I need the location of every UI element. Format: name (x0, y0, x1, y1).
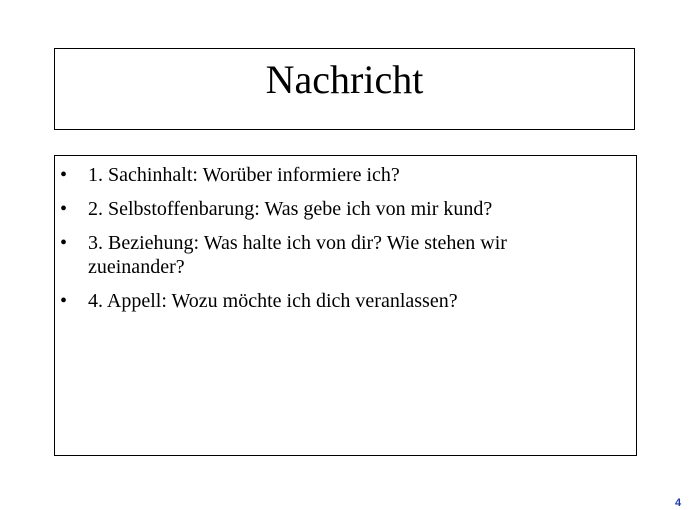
content-box (54, 155, 637, 456)
bullet-text: 2. Selbstoffenbarung: Was gebe ich von mir kund? (88, 198, 493, 220)
bullet-list (55, 163, 636, 323)
bullet-item-selbstoffenbarung (55, 197, 636, 221)
bullet-text: 4. Appell: Wozu möchte ich dich veranlassen? (88, 290, 458, 312)
bullet-text: 3. Beziehung: Was halte ich von dir? Wie stehen wir zueinander? (88, 232, 507, 278)
bullet-item-beziehung (55, 231, 636, 279)
bullet-item-appell (55, 289, 636, 313)
slide-title: Nachricht (265, 57, 424, 102)
bullet-icon: • (60, 290, 68, 312)
bullet-icon: • (60, 164, 68, 186)
page-number: 4 (675, 497, 682, 509)
bullet-text: 1. Sachinhalt: Worüber informiere ich? (88, 164, 400, 186)
bullet-item-sachinhalt (55, 163, 636, 187)
bullet-icon: • (60, 232, 68, 254)
bullet-icon: • (60, 198, 68, 220)
title-box (54, 48, 635, 130)
